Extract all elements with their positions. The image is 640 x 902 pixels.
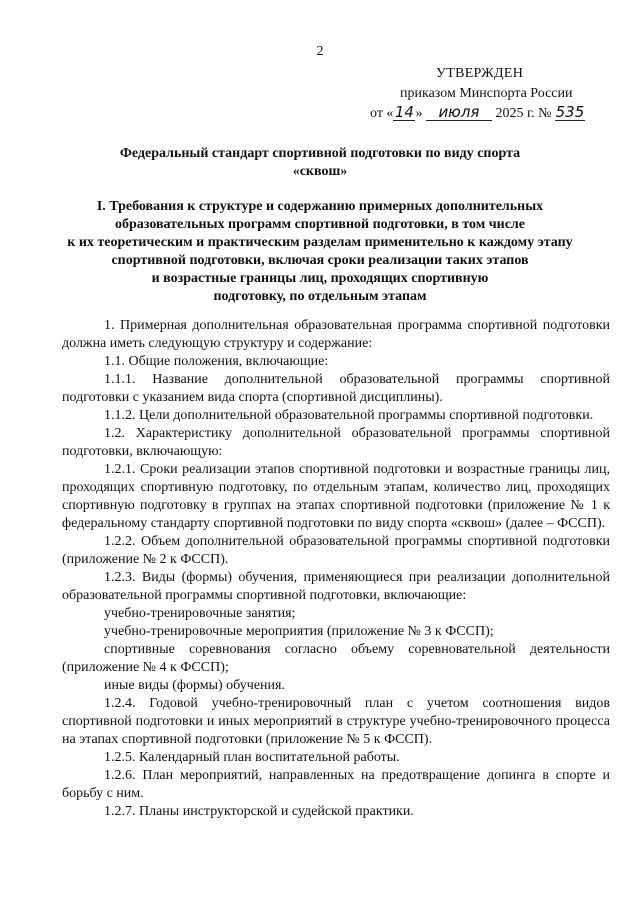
section-heading	[40, 198, 600, 306]
approval-heading: УТВЕРЖДЕН	[436, 66, 524, 81]
document-title	[0, 145, 640, 181]
paragraph: 1.1.2. Цели дополнительной образовательной программы спортивной подготовки.	[104, 408, 594, 423]
approval-year: 2025 г. №	[495, 106, 552, 121]
paragraph: 1.2.6. План мероприятий, направленных на предотвращение допинга в спорте и борьбу с ним.	[62, 768, 610, 801]
section-line: к их теоретическим и практическим разделам применительно к каждому этапу	[67, 235, 573, 250]
title-line-2: «сквош»	[292, 164, 348, 179]
paragraph: 1. Примерная дополнительная образовательная программа спортивной подготовки должна иметь следующую структуру и содержание:	[62, 318, 610, 351]
paragraph: 1.2.7. Планы инструкторской и судейской практики.	[104, 804, 414, 819]
section-line: I. Требования к структуре и содержанию примерных дополнительных	[96, 199, 544, 214]
handwritten-order-number: 535	[555, 103, 585, 121]
approval-order: приказом Минспорта России	[400, 86, 573, 101]
list-item: иные виды (формы) обучения.	[104, 678, 285, 693]
section-line: и возрастные границы лиц, проходящих спортивную	[151, 271, 489, 286]
list-item: учебно-тренировочные занятия;	[104, 606, 296, 621]
approval-date-prefix: от «	[370, 106, 394, 121]
section-line: спортивной подготовки, включая сроки реализации таких этапов	[111, 253, 529, 268]
paragraph: 1.2.2. Объем дополнительной образовательной программы спортивной подготовки (приложение № 2 к ФССП).	[62, 534, 610, 567]
handwritten-month: июля	[426, 104, 492, 121]
handwritten-day: 14	[394, 103, 414, 121]
approval-block	[352, 64, 622, 124]
list-item: спортивные соревнования согласно объему соревновательной деятельности (приложение № 4 к ФССП);	[62, 642, 610, 675]
paragraph: 1.2.4. Годовой учебно-тренировочный план с учетом соотношения видов спортивной подготовки и иных мероприятий в структуре учебно-тренировочного процесса на этапах спортивной подготовки (приложение № 5 к ФССП).	[62, 696, 610, 747]
paragraph: 1.2. Характеристику дополнительной образовательной программы спортивной подготовки, включающую:	[62, 426, 610, 459]
document-body	[62, 317, 610, 821]
section-line: образовательных программ спортивной подготовки, в том числе	[115, 217, 525, 232]
page-number: 2	[316, 44, 324, 59]
paragraph: 1.1. Общие положения, включающие:	[104, 354, 329, 369]
paragraph: 1.1.1. Название дополнительной образовательной программы спортивной подготовки с указанием вида спорта (спортивной дисциплины).	[62, 372, 610, 405]
paragraph: 1.2.3. Виды (формы) обучения, применяющиеся при реализации дополнительной образовательной программы спортивной подготовки, включающие:	[62, 570, 610, 603]
paragraph: 1.2.5. Календарный план воспитательной работы.	[104, 750, 400, 765]
approval-date-mid: »	[415, 106, 423, 121]
section-line: подготовку, по отдельным этапам	[213, 289, 427, 304]
approval-date-line	[352, 104, 622, 124]
paragraph: 1.2.1. Сроки реализации этапов спортивной подготовки и возрастные границы лиц, проходящих спортивную подготовку, по отдельным этапам, количество лиц, проходящих спортивную подготовку в группах на этапах спортивной подготовки (приложение № 1 к федеральному стандарту спортивной подготовки по виду спорта «сквош» (далее – ФССП).	[62, 462, 610, 531]
title-line-1: Федеральный стандарт спортивной подготовки по виду спорта	[119, 146, 521, 161]
list-item: учебно-тренировочные мероприятия (приложение № 3 к ФССП);	[104, 624, 494, 639]
